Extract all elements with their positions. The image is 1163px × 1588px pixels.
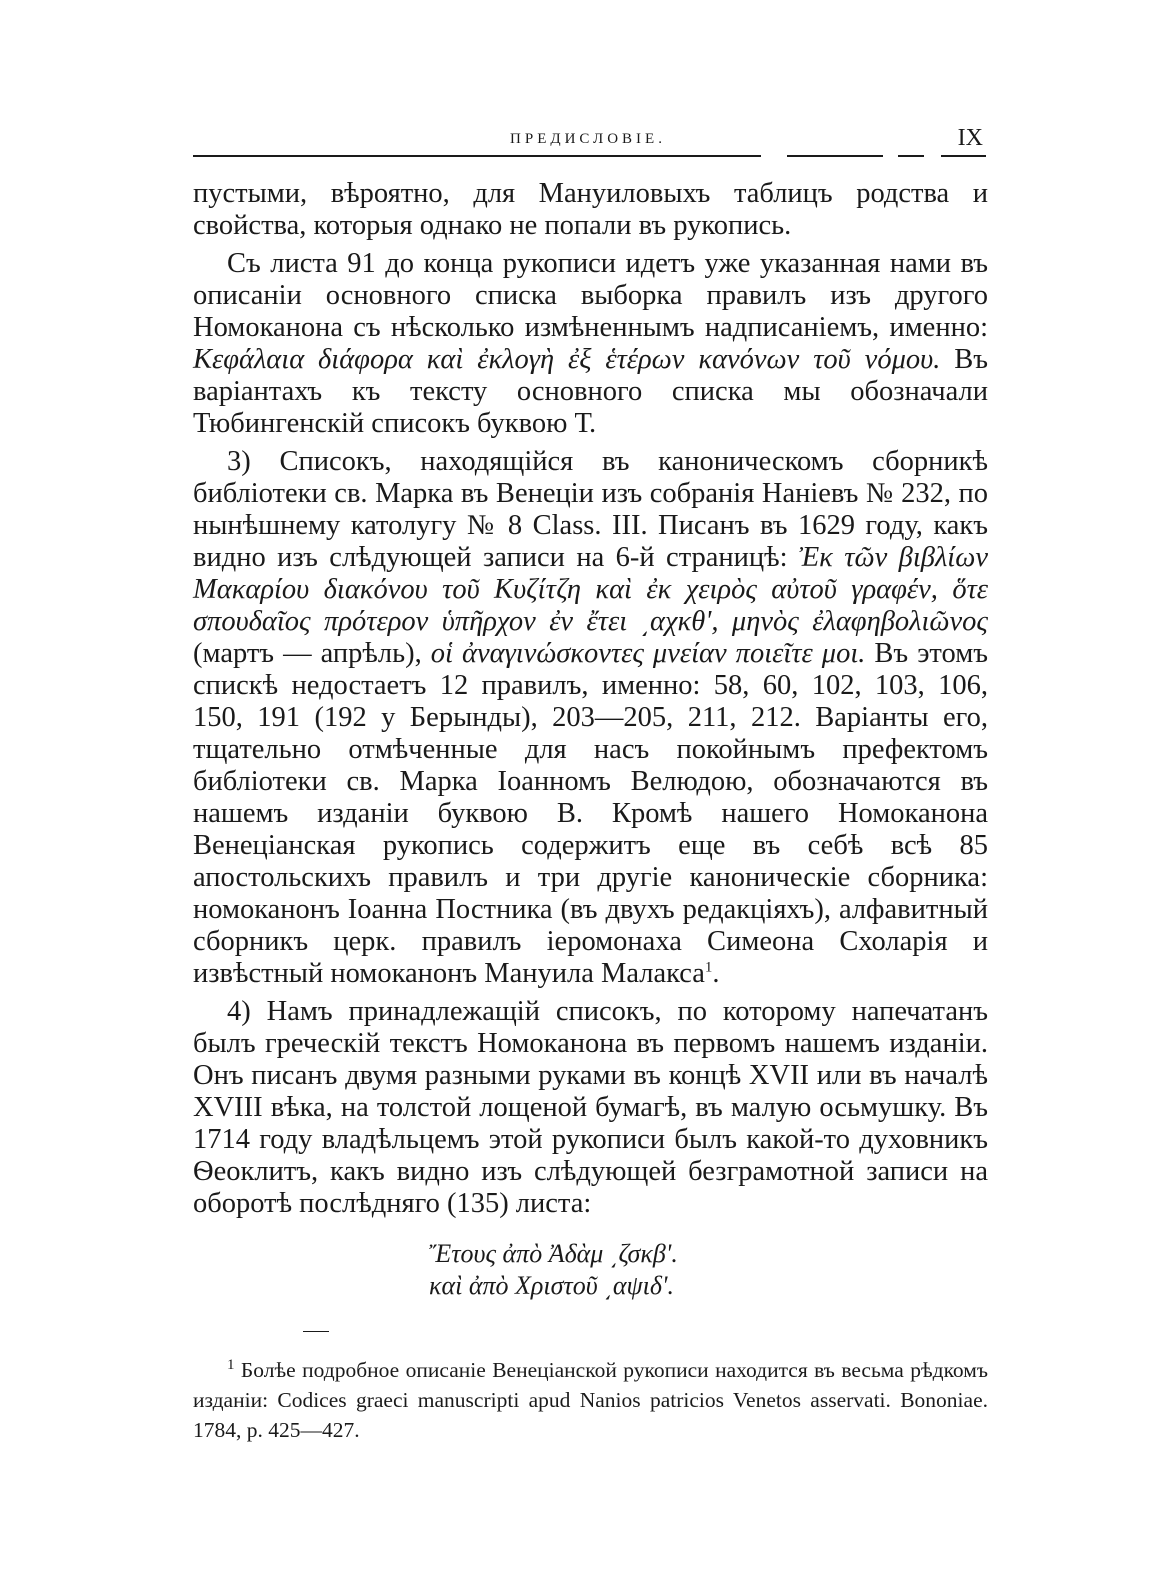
page-number: IX xyxy=(957,125,983,151)
footnote-text: Болѣе подробное описаніе Венеціанской рукописи находится въ весьма рѣдкомъ изданіи: Codices graeci manuscripti apud Nanios patricios Venetos asservati. Bononiae. 1784, p. 425—427. xyxy=(193,1358,988,1442)
footnote-reference: 1 xyxy=(704,959,713,976)
paragraph-1-text: пустыми, вѣроятно, для Мануиловыхъ таблицъ родства и свойства, которыя однако не попали въ рукопись. xyxy=(193,178,988,241)
header-rule-left xyxy=(193,155,761,157)
paragraph-4 xyxy=(193,996,988,1220)
paragraph-4-text: 4) Намъ принадлежащій списокъ, по которому напечатанъ былъ греческій текстъ Номоканона въ первомъ нашемъ изданіи. Онъ писанъ двумя разными руками въ концѣ XVII или въ началѣ XVIII вѣка, на толстой лощеной бумагѣ, въ малую осьмушку. Въ 1714 году владѣльцемъ этой рукописи былъ какой-то духовникъ Ѳеоклитъ, какъ видно изъ слѣдующей безграмотной записи на оборотѣ послѣдняго (135) листа: xyxy=(193,996,988,1219)
paragraph-3-text-end: Въ этомъ спискѣ недостаетъ 12 правилъ, именно: 58, 60, 102, 103, 106, 150, 191 (192 у Берынды), 203—205, 211, 212. Варіанты его, тщательно отмѣченные для насъ покойнымъ префектомъ библіотеки св. Марка Іоанномъ Велюдою, обозначаются въ нашемъ изданіи буквою В. Кромѣ нашего Номоканона Венеціанская рукопись содержитъ еще въ себѣ всѣ 85 апостольскихъ правилъ и три другіе каноническіе сборника: номоканонъ Іоанна Постника (въ двухъ редакціяхъ), алфавитный сборникъ церк. правилъ іеромонаха Симеона Схоларія и извѣстный номоканонъ Мануила Малакса xyxy=(193,638,988,989)
paragraph-3-greek-inscription: Ἐκ τῶν βιβλίων Μακαρίου διακόνου τοῦ Κυζίτζη καὶ ἐκ χειρὸς αὐτοῦ γραφέν, ὅτε σπουδαῖος πρότερον ὑπῆρχον ἐν ἔτει ͵αχκθ', μηνὸς ἐλαφηβολιῶνος xyxy=(193,542,988,637)
footnote-marker: 1 xyxy=(227,1356,235,1373)
header-rule-right xyxy=(941,155,986,157)
paragraph-3-final-period: . xyxy=(712,958,720,989)
running-title: ПРЕДИСЛОВІЕ. xyxy=(510,131,666,147)
running-head xyxy=(193,125,983,159)
paragraph-2-text-start: Съ листа 91 до конца рукописи идетъ уже указанная нами въ описаніи основного списка выборка правилъ изъ другого Номоканона съ нѣсколько измѣненнымъ надписаніемъ, именно: xyxy=(193,248,988,343)
paragraph-2-text-end: Въ варіантахъ къ тексту основного списка мы обозначали Тюбингенскій списокъ буквою Т. xyxy=(193,344,988,439)
paragraph-3-month-note: (мартъ — апрѣль), xyxy=(193,638,431,669)
paragraph-2-greek-title: Κεφάλαια διάφορα καὶ ἐκλογὴ ἐξ ἑτέρων κανόνων τοῦ νόμου. xyxy=(193,344,941,375)
paragraph-2 xyxy=(193,248,988,440)
paragraph-3 xyxy=(193,446,988,990)
greek-inscription-block xyxy=(429,1238,988,1302)
greek-inscription-line-2: καὶ ἀπὸ Χριστοῦ ͵αψιδ'. xyxy=(429,1271,674,1300)
footnote-separator xyxy=(303,1331,329,1332)
paragraph-3-text-start: 3) Списокъ, находящійся въ каноническомъ сборникѣ библіотеки св. Марка въ Венеціи изъ собранія Наніевъ № 232, по нынѣшнему католугу № 8 Class. III. Писанъ въ 1629 году, какъ видно изъ слѣдующей записи на 6-й страницѣ: xyxy=(193,446,988,573)
footnote xyxy=(193,1355,988,1445)
greek-inscription-line-1: Ἔτους ἀπὸ Ἀδὰμ ͵ζσκβ'. xyxy=(429,1239,678,1268)
header-rule-small xyxy=(898,155,924,157)
header-rule-mid xyxy=(787,155,883,157)
body-text xyxy=(193,178,988,1302)
paragraph-3-greek-request: οἱ ἀναγινώσκοντες μνείαν ποιεῖτε μοι. xyxy=(430,638,866,669)
paragraph-1 xyxy=(193,178,988,242)
